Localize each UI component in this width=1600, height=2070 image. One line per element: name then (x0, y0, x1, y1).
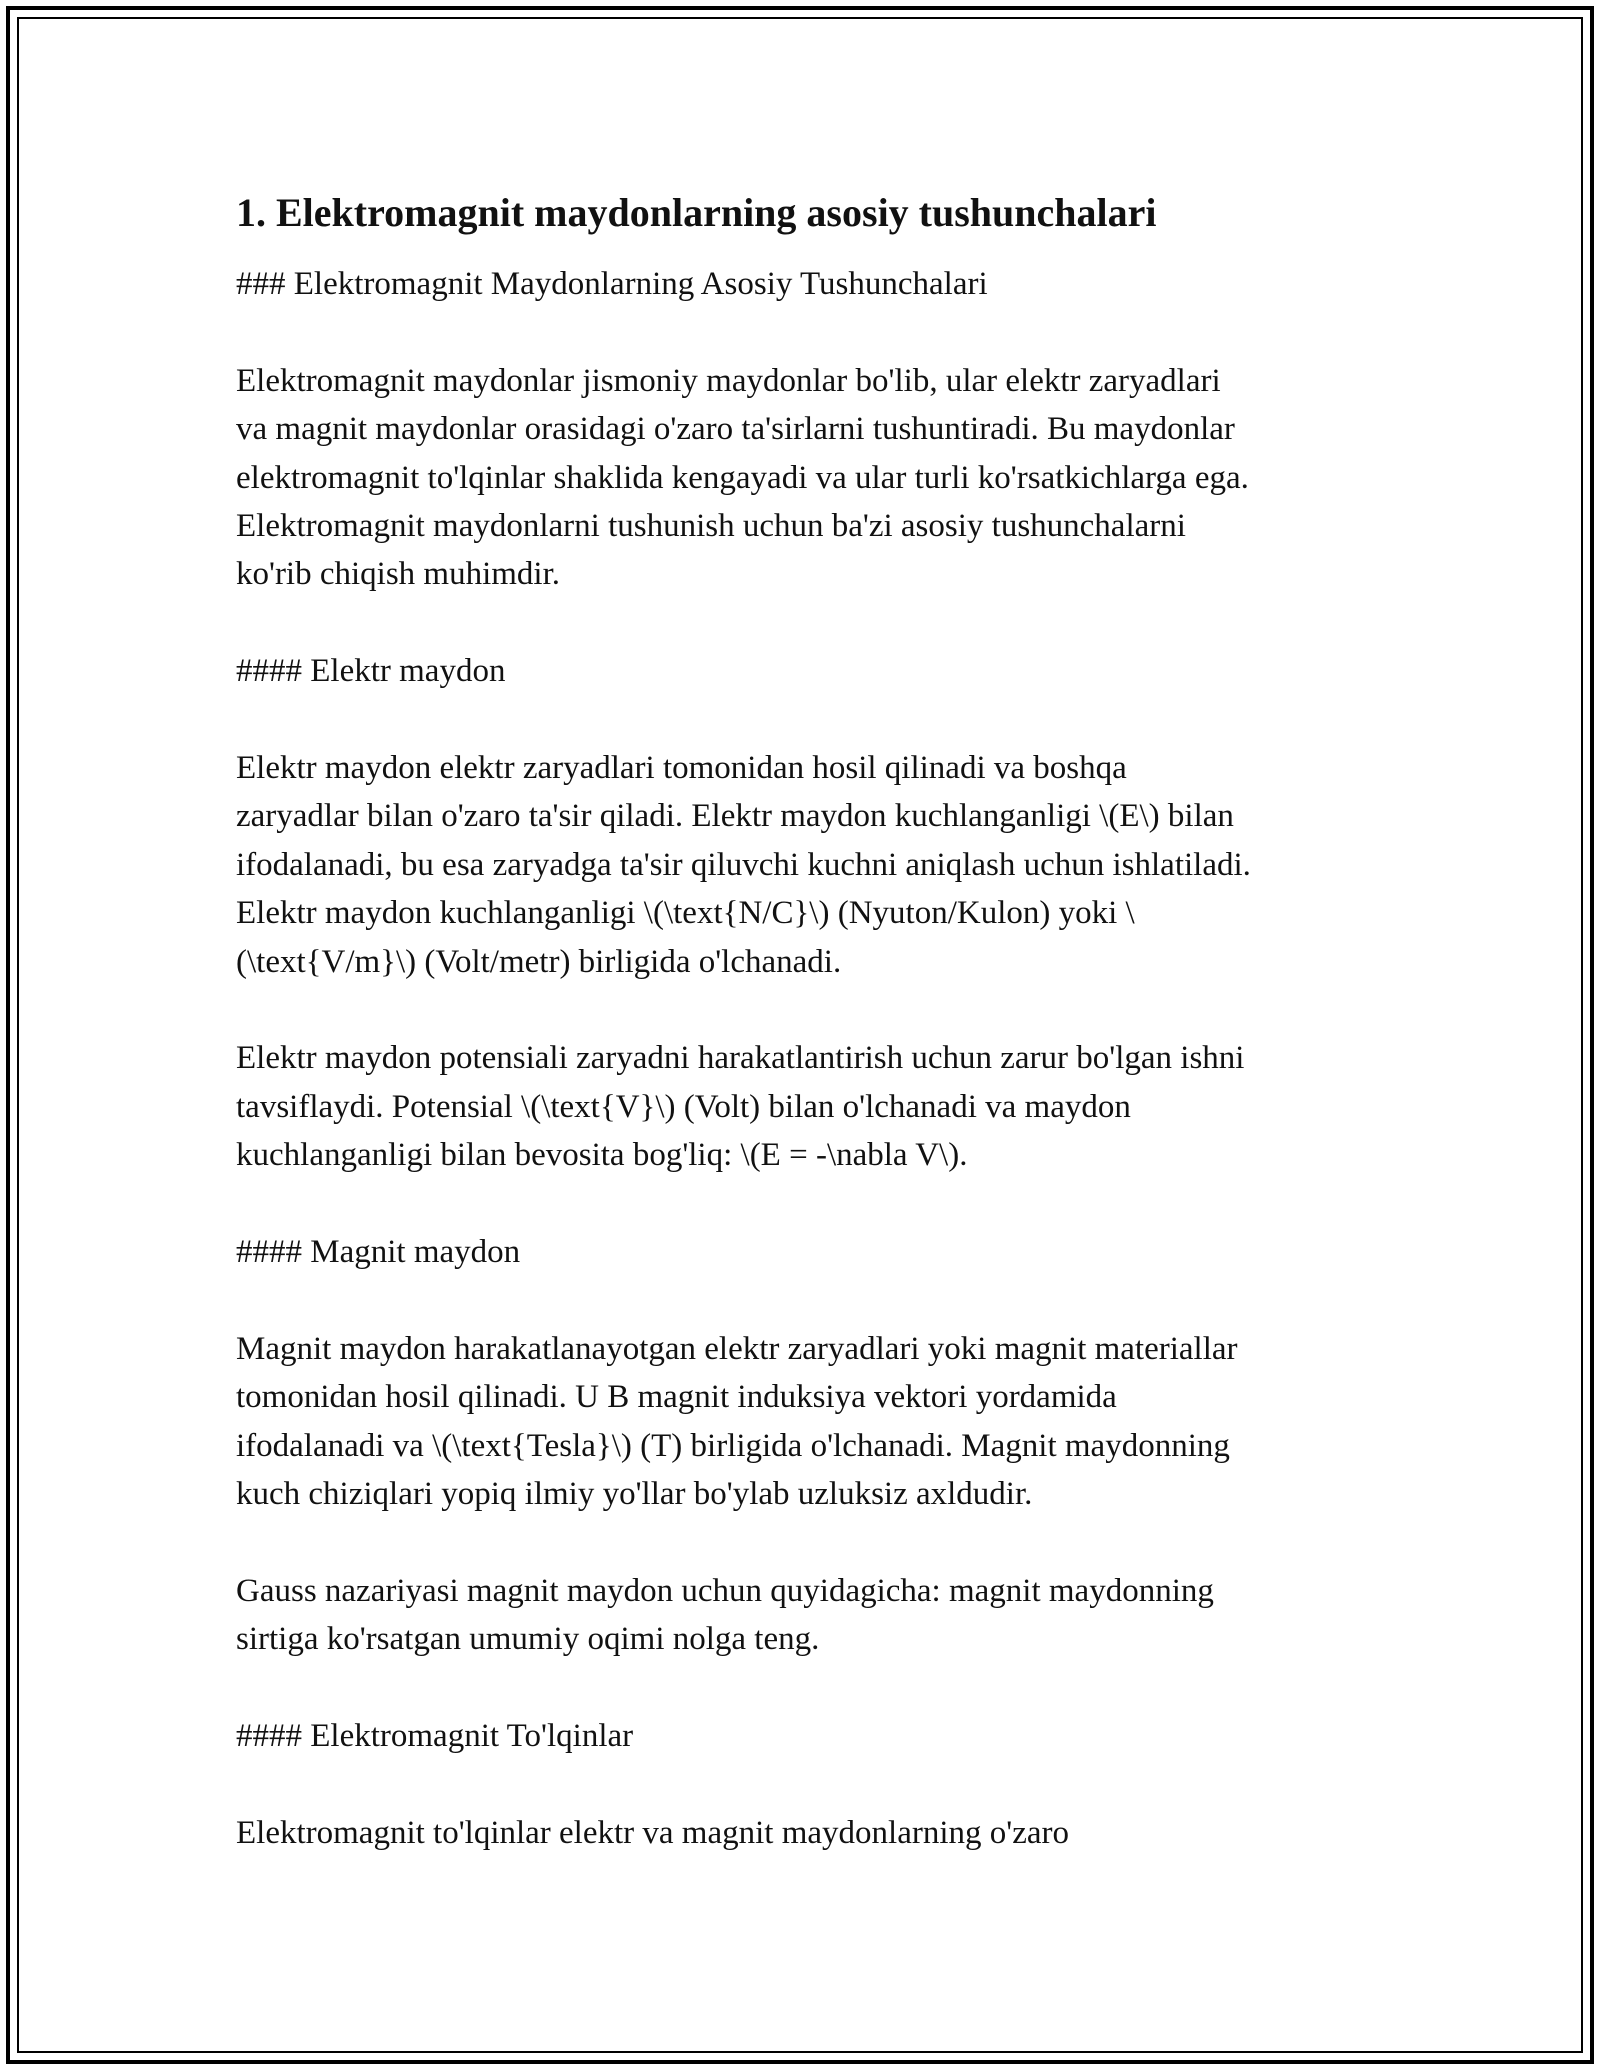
paragraph-gap (236, 308, 1376, 356)
paragraph-gap (236, 1664, 1376, 1712)
intro-paragraph: Elektromagnit maydonlar jismoniy maydonlar bo'lib, ular elektr zaryadlari va magnit maydonlar orasidagi o'zaro ta'sirlarni tushuntiradi. Bu maydonlar elektromagnit to'lqinlar shaklida kengayadi va ular turli ko'rsatkichlarga ega. Elektromagnit maydonlarni tushunish uchun ba'zi asosiy tushunchalarni ko'rib chiqish muhimdir. (236, 362, 1249, 593)
document-body (236, 186, 1376, 1857)
em-waves-paragraph: Elektromagnit to'lqinlar elektr va magnit maydonlarning o'zaro (236, 1814, 1069, 1851)
subheading-magnetic-field: #### Magnit maydon (236, 1234, 521, 1271)
paragraph-gap (236, 696, 1376, 744)
gauss-law-paragraph: Gauss nazariyasi magnit maydon uchun quyidagicha: magnit maydonning sirtiga ko'rsatgan umumiy oqimi nolga teng. (236, 1572, 1214, 1658)
paragraph-gap (236, 1760, 1376, 1808)
subheading-em-waves: #### Elektromagnit To'lqinlar (236, 1718, 634, 1755)
section-heading: ### Elektromagnit Maydonlarning Asosiy Tushunchalari (236, 266, 988, 302)
subheading-electric-field: #### Elektr maydon (236, 653, 506, 690)
electric-field-paragraph: Elektr maydon elektr zaryadlari tomonidan hosil qilinadi va boshqa zaryadlar bilan o'zaro ta'sir qiladi. Elektr maydon kuchlanganligi \(E\) bilan ifodalanadi, bu esa zaryadga ta'sir qiluvchi kuchni aniqlash uchun ishlatiladi. Elektr maydon kuchlanganligi \(\text{N/C}\) (Nyuton/Kulon) yoki \ (\text{V/m}\) (Volt/metr) birligida o'lchanadi. (236, 750, 1251, 980)
paragraph-gap (236, 1180, 1376, 1228)
document-title: 1. Elektromagnit maydonlarning asosiy tushunchalari (236, 190, 1157, 235)
paragraph-gap (236, 599, 1376, 647)
electric-potential-paragraph: Elektr maydon potensiali zaryadni harakatlantirish uchun zarur bo'lgan ishni tavsiflaydi. Potensial \(\text{V}\) (Volt) bilan o'lchanadi va maydon kuchlanganligi bilan bevosita bog'liq: \(E = -\nabla V\). (236, 1040, 1245, 1174)
paragraph-gap (236, 1276, 1376, 1324)
paragraph-gap (236, 986, 1376, 1034)
magnetic-field-paragraph: Magnit maydon harakatlanayotgan elektr zaryadlari yoki magnit materiallar tomonidan hosil qilinadi. U B magnit induksiya vektori yordamida ifodalanadi va \(\text{Tesla}\) (T) birligida o'lchanadi. Magnit maydonning kuch chiziqlari yopiq ilmiy yo'llar bo'ylab uzluksiz axldudir. (236, 1330, 1238, 1513)
paragraph-gap (236, 1518, 1376, 1566)
